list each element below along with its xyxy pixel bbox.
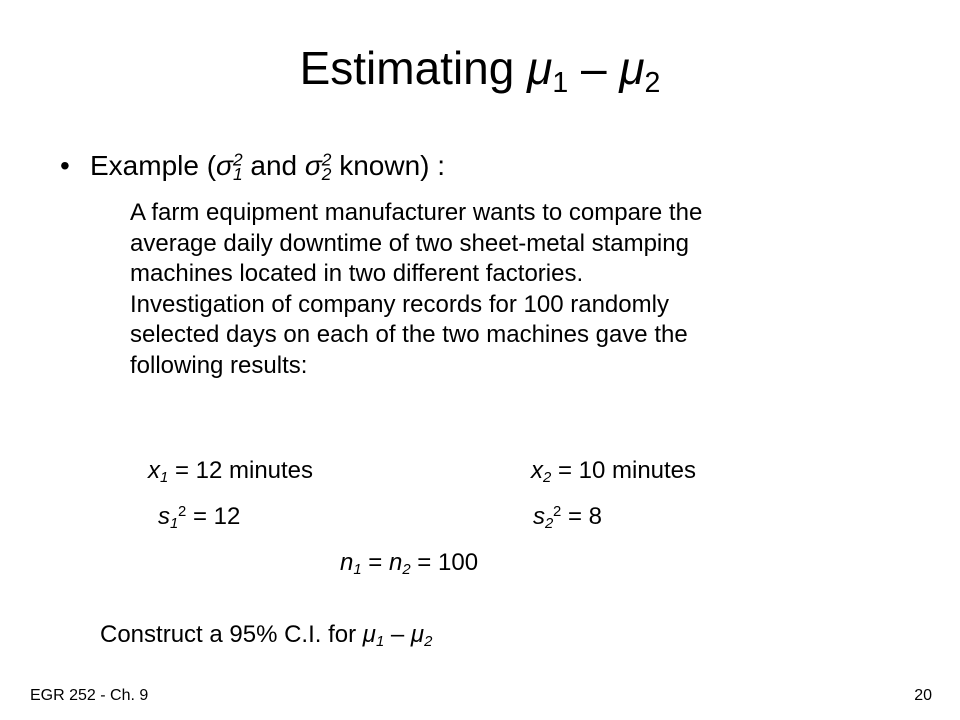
problem-paragraph bbox=[130, 198, 910, 381]
sigma-1: σ bbox=[216, 150, 233, 181]
prompt-mu-2: μ bbox=[410, 621, 425, 648]
stat-s2-sup: 2 bbox=[553, 503, 562, 520]
title-dash: – bbox=[568, 42, 620, 94]
stat-s1-var: s bbox=[158, 503, 170, 530]
stat-n-value: = 100 bbox=[410, 549, 479, 576]
prompt-sub-1: 1 bbox=[375, 634, 385, 651]
stat-n-eq: = bbox=[361, 549, 389, 576]
sigma-2: σ bbox=[304, 150, 322, 181]
stat-x1-var: x bbox=[148, 457, 160, 484]
stat-x1 bbox=[148, 456, 313, 486]
stat-n2-sub: 2 bbox=[402, 562, 411, 579]
stat-x2 bbox=[531, 456, 696, 486]
paragraph-line: A farm equipment manufacturer wants to compare the bbox=[130, 199, 703, 226]
bullet-suffix: known) : bbox=[331, 150, 446, 181]
stat-s2-value: = 8 bbox=[561, 503, 602, 530]
stat-s1-sup: 2 bbox=[178, 503, 187, 520]
stat-x2-sub: 2 bbox=[543, 470, 552, 487]
paragraph-line: following results: bbox=[130, 351, 308, 379]
stat-n1-sub: 1 bbox=[353, 562, 362, 579]
sigma-2-sup: 2 bbox=[321, 149, 332, 170]
footer-page-number: 20 bbox=[914, 687, 932, 704]
bullet-icon: • bbox=[60, 150, 70, 181]
stat-s2-sub: 2 bbox=[545, 516, 554, 533]
stat-x2-value: = 10 minutes bbox=[551, 457, 697, 484]
paragraph-line: average daily downtime of two sheet-metal stamping bbox=[130, 229, 689, 257]
ci-prompt bbox=[100, 620, 432, 650]
footer-course: EGR 252 - Ch. 9 bbox=[30, 687, 149, 704]
prompt-text: Construct a 95% C.I. for bbox=[100, 621, 363, 648]
sigma-1-sup: 2 bbox=[232, 149, 243, 170]
paragraph-line: machines located in two different factories. bbox=[130, 260, 584, 287]
stat-n1-var: n bbox=[340, 549, 354, 576]
stat-s1-sub: 1 bbox=[170, 516, 179, 533]
sigma-1-sub: 1 bbox=[232, 163, 243, 184]
sigma-2-sub: 2 bbox=[321, 163, 332, 184]
title-sub-2: 2 bbox=[644, 66, 661, 99]
stat-s2 bbox=[533, 502, 602, 532]
bullet-heading bbox=[60, 146, 445, 186]
title-mu-2: μ bbox=[619, 42, 645, 94]
paragraph-line: selected days on each of the two machines gave the bbox=[130, 321, 688, 348]
title-mu-1: μ bbox=[527, 42, 553, 94]
stat-s2-var: s bbox=[533, 503, 545, 530]
prompt-dash: – bbox=[384, 621, 411, 648]
paragraph-line: Investigation of company records for 100 randomly bbox=[130, 290, 669, 318]
stat-s1 bbox=[158, 502, 240, 532]
bullet-prefix: Example ( bbox=[90, 150, 217, 181]
stat-x1-sub: 1 bbox=[160, 470, 169, 487]
prompt-mu-1: μ bbox=[362, 621, 376, 648]
slide-title bbox=[0, 40, 960, 99]
prompt-sub-2: 2 bbox=[424, 634, 433, 651]
stat-x2-var: x bbox=[531, 457, 543, 484]
title-text: Estimating bbox=[299, 42, 528, 94]
title-sub-1: 1 bbox=[552, 66, 569, 99]
stat-x1-value: = 12 minutes bbox=[168, 457, 314, 484]
stat-n2-var: n bbox=[389, 549, 403, 576]
stat-sample-size bbox=[340, 548, 478, 578]
stat-s1-value: = 12 bbox=[186, 503, 241, 530]
bullet-middle: and bbox=[242, 150, 305, 181]
